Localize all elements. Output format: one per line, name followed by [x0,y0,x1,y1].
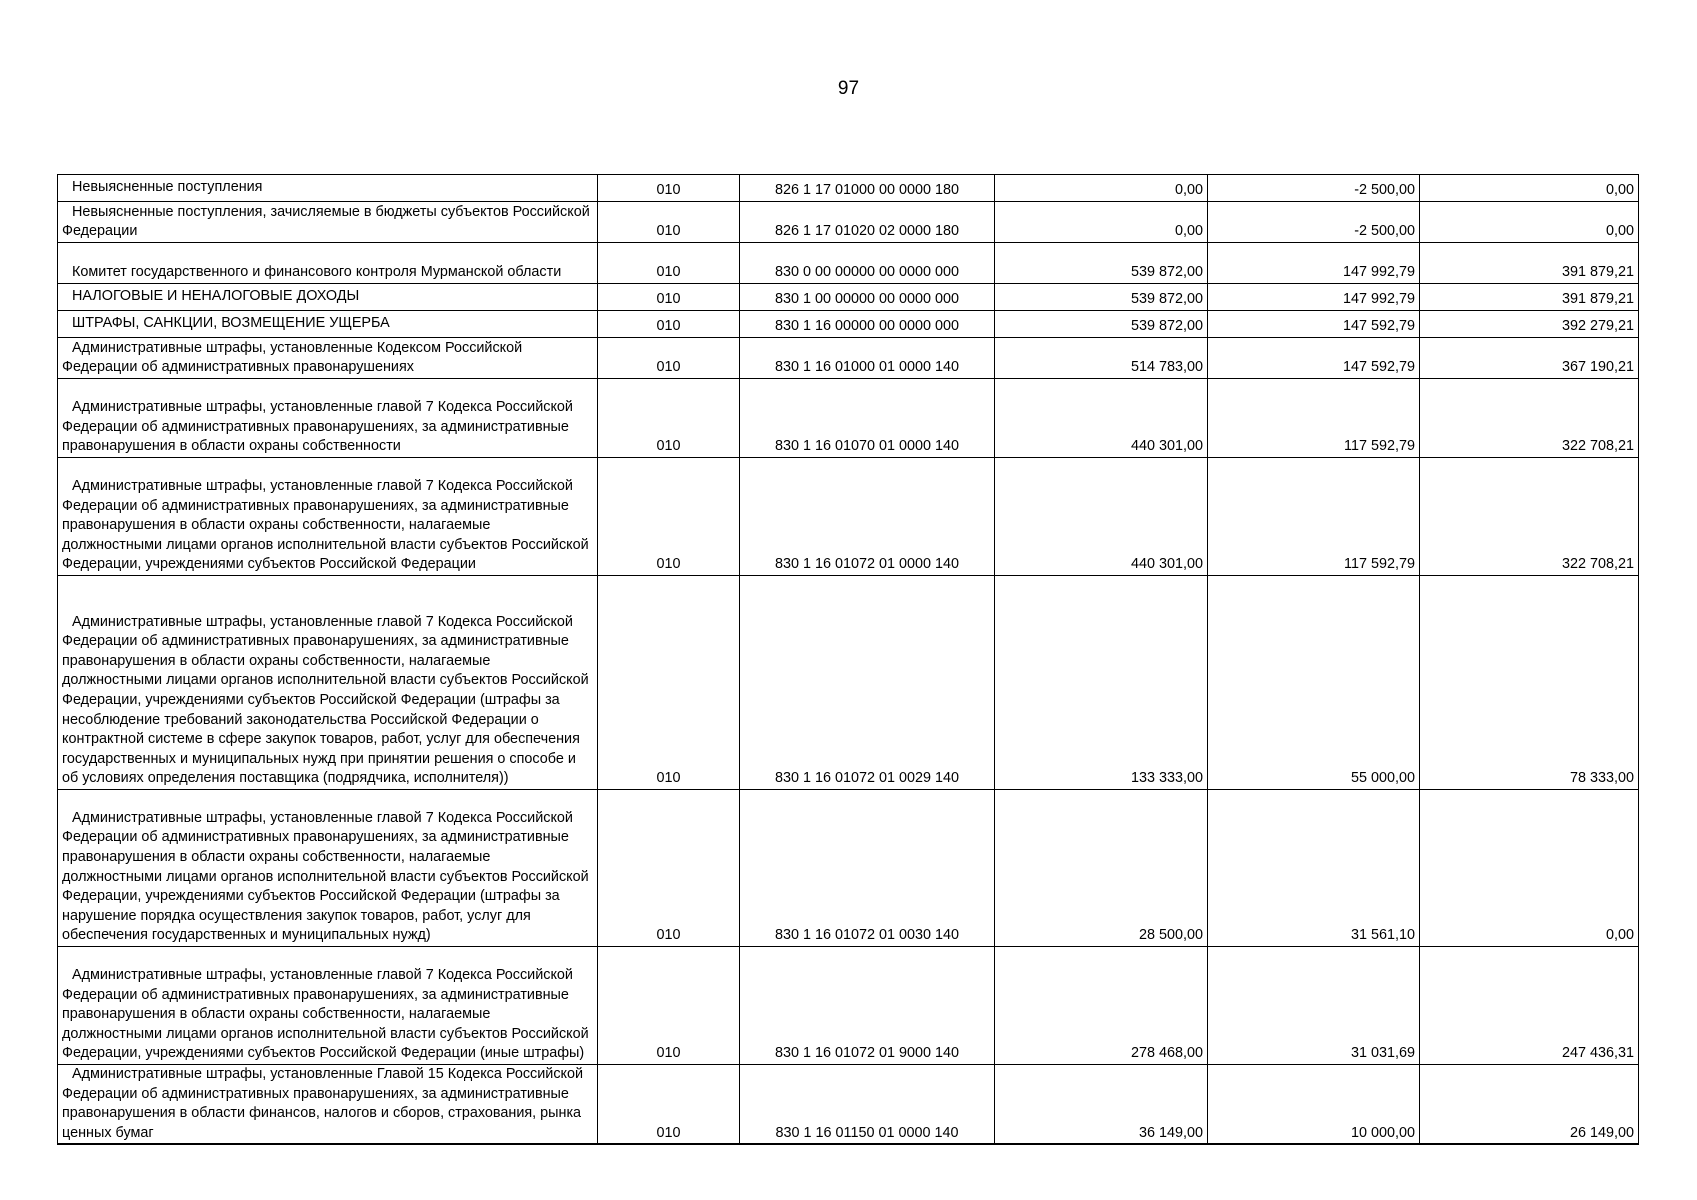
row-name: ШТРАФЫ, САНКЦИИ, ВОЗМЕЩЕНИЕ УЩЕРБА [58,311,598,338]
row-value-1: 514 783,00 [995,338,1208,379]
row-kbk: 830 1 00 00000 00 0000 000 [740,284,995,311]
row-value-2: 147 992,79 [1208,284,1420,311]
row-kbk: 826 1 17 01020 02 0000 180 [740,202,995,243]
row-value-3: 0,00 [1420,790,1639,947]
row-name: Невыясненные поступления, зачисляемые в бюджеты субъектов Российской Федерации [58,202,598,243]
row-name: Административные штрафы, установленные главой 7 Кодекса Российской Федерации об административных правонарушениях, за административные правонарушения в области охраны собственности, налагаемые должностными лицами органов исполнительной власти субъектов Российской Федерации, учреждениями субъектов Российской Федерации (иные штрафы) [58,947,598,1065]
row-name: Невыясненные поступления [58,175,598,202]
row-value-1: 539 872,00 [995,311,1208,338]
row-code: 010 [598,458,740,576]
row-code: 010 [598,379,740,458]
row-value-3: 392 279,21 [1420,311,1639,338]
row-code: 010 [598,202,740,243]
row-code: 010 [598,311,740,338]
row-value-3: 247 436,31 [1420,947,1639,1065]
row-kbk: 830 1 16 01072 01 9000 140 [740,947,995,1065]
table-row [58,202,1639,243]
row-value-1: 440 301,00 [995,379,1208,458]
row-kbk: 830 1 16 01000 01 0000 140 [740,338,995,379]
row-value-3: 0,00 [1420,202,1639,243]
row-kbk: 830 1 16 01072 01 0030 140 [740,790,995,947]
row-value-3: 391 879,21 [1420,243,1639,284]
row-value-1: 539 872,00 [995,243,1208,284]
table-row [58,576,1639,790]
table-row [58,947,1639,1065]
row-name: Комитет государственного и финансового контроля Мурманской области [58,243,598,284]
row-value-1: 28 500,00 [995,790,1208,947]
row-value-2: 147 592,79 [1208,311,1420,338]
row-name: Административные штрафы, установленные главой 7 Кодекса Российской Федерации об административных правонарушениях, за административные правонарушения в области охраны собственности [58,379,598,458]
page-number: 97 [837,78,860,99]
table-row [58,379,1639,458]
row-value-2: 147 992,79 [1208,243,1420,284]
row-code: 010 [598,243,740,284]
row-code: 010 [598,338,740,379]
row-value-1: 539 872,00 [995,284,1208,311]
row-value-1: 0,00 [995,202,1208,243]
row-name: Административные штрафы, установленные главой 7 Кодекса Российской Федерации об административных правонарушениях, за административные правонарушения в области охраны собственности, налагаемые должностными лицами органов исполнительной власти субъектов Российской Федерации, учреждениями субъектов Российской Федерации (штрафы за нарушение порядка осуществления закупок товаров, работ, услуг для обеспечения государственных и муниципальных нужд) [58,790,598,947]
table-row [58,311,1639,338]
row-code: 010 [598,576,740,790]
table-row [58,243,1639,284]
row-value-1: 440 301,00 [995,458,1208,576]
table-row [58,790,1639,947]
row-kbk: 830 0 00 00000 00 0000 000 [740,243,995,284]
row-value-3: 78 333,00 [1420,576,1639,790]
row-value-2: -2 500,00 [1208,202,1420,243]
row-kbk: 830 1 16 01150 01 0000 140 [740,1065,995,1145]
row-name: Административные штрафы, установленные Кодексом Российской Федерации об административных правонарушениях [58,338,598,379]
row-value-3: 322 708,21 [1420,458,1639,576]
row-value-2: 117 592,79 [1208,379,1420,458]
row-code: 010 [598,947,740,1065]
row-value-3: 391 879,21 [1420,284,1639,311]
row-code: 010 [598,175,740,202]
row-kbk: 826 1 17 01000 00 0000 180 [740,175,995,202]
row-value-3: 322 708,21 [1420,379,1639,458]
table-row [58,284,1639,311]
row-value-2: 31 031,69 [1208,947,1420,1065]
row-value-3: 26 149,00 [1420,1065,1639,1145]
row-value-2: 147 592,79 [1208,338,1420,379]
row-value-2: 55 000,00 [1208,576,1420,790]
table-row [58,338,1639,379]
table-row [58,1065,1639,1145]
row-kbk: 830 1 16 00000 00 0000 000 [740,311,995,338]
row-kbk: 830 1 16 01072 01 0000 140 [740,458,995,576]
row-value-3: 367 190,21 [1420,338,1639,379]
row-value-1: 133 333,00 [995,576,1208,790]
row-name: Административные штрафы, установленные главой 7 Кодекса Российской Федерации об административных правонарушениях, за административные правонарушения в области охраны собственности, налагаемые должностными лицами органов исполнительной власти субъектов Российской Федерации, учреждениями субъектов Российской Федерации [58,458,598,576]
row-value-2: 117 592,79 [1208,458,1420,576]
row-code: 010 [598,1065,740,1145]
row-value-1: 36 149,00 [995,1065,1208,1145]
row-value-2: 10 000,00 [1208,1065,1420,1145]
row-name: НАЛОГОВЫЕ И НЕНАЛОГОВЫЕ ДОХОДЫ [58,284,598,311]
row-code: 010 [598,790,740,947]
table-row [58,175,1639,202]
table-row [58,458,1639,576]
row-value-2: 31 561,10 [1208,790,1420,947]
row-kbk: 830 1 16 01072 01 0029 140 [740,576,995,790]
row-name: Административные штрафы, установленные главой 7 Кодекса Российской Федерации об административных правонарушениях, за административные правонарушения в области охраны собственности, налагаемые должностными лицами органов исполнительной власти субъектов Российской Федерации, учреждениями субъектов Российской Федерации (штрафы за несоблюдение требований законодательства Российской Федерации о контрактной системе в сфере закупок товаров, работ, услуг для обеспечения государственных и муниципальных нужд при принятии решения о способе и об условиях определения поставщика (подрядчика, исполнителя)) [58,576,598,790]
row-value-1: 0,00 [995,175,1208,202]
row-value-1: 278 468,00 [995,947,1208,1065]
row-name: Административные штрафы, установленные Главой 15 Кодекса Российской Федерации об административных правонарушениях, за административные правонарушения в области финансов, налогов и сборов, страхования, рынка ценных бумаг [58,1065,598,1145]
row-value-2: -2 500,00 [1208,175,1420,202]
row-value-3: 0,00 [1420,175,1639,202]
row-code: 010 [598,284,740,311]
income-table [57,174,1639,1145]
row-kbk: 830 1 16 01070 01 0000 140 [740,379,995,458]
